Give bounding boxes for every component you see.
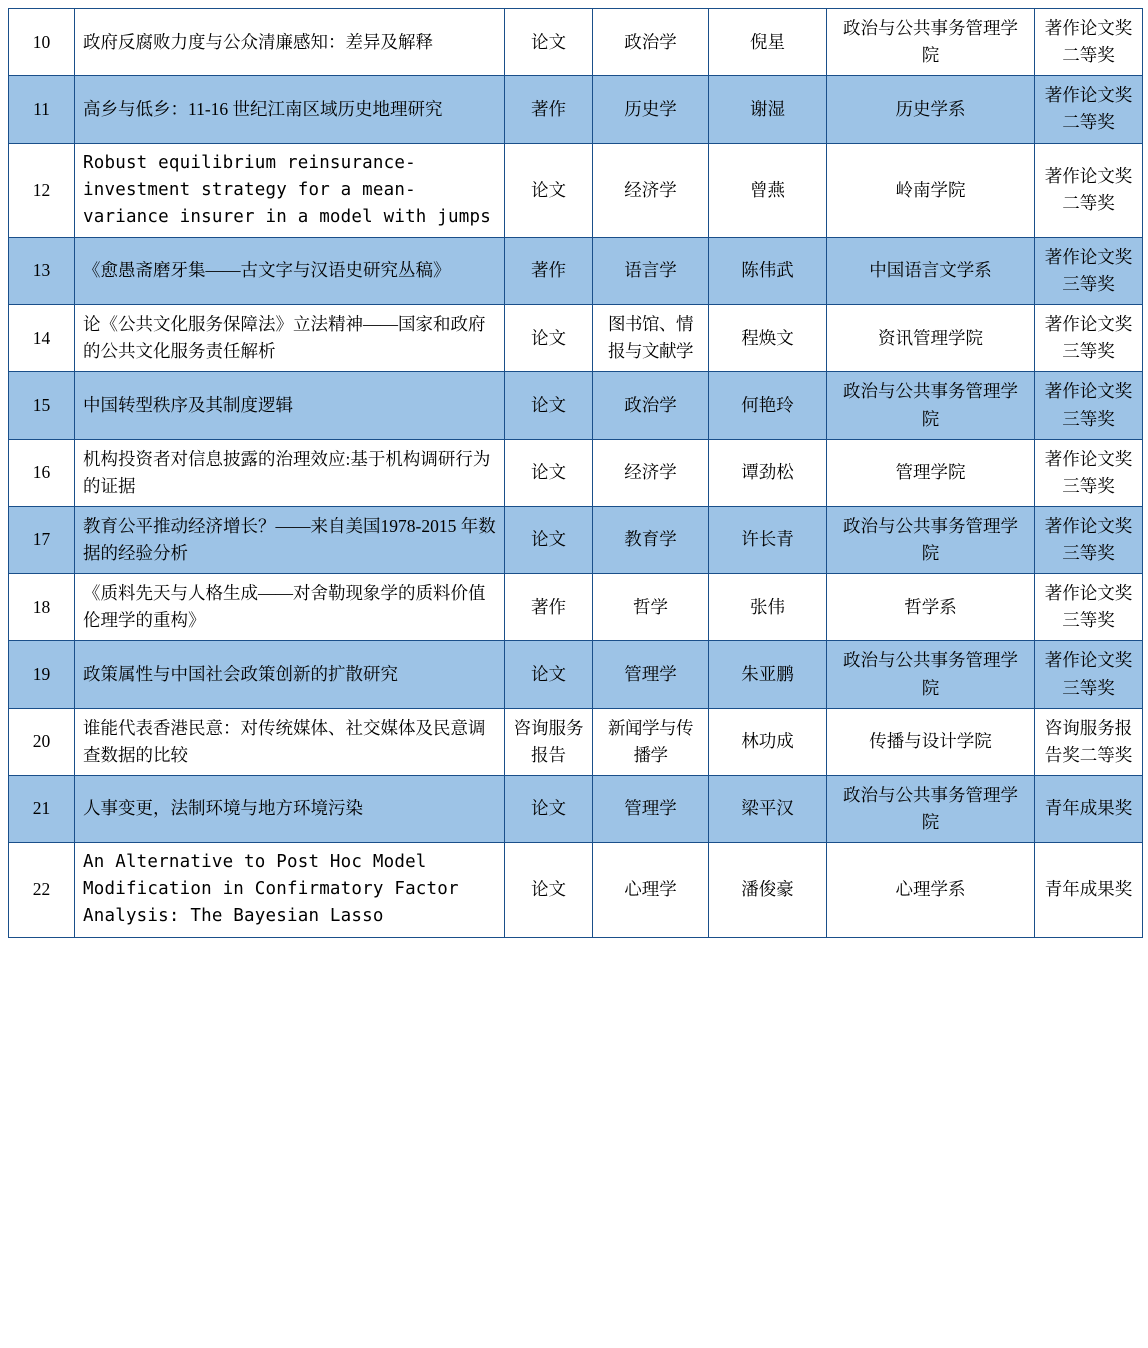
- cell-result-type: 论文: [505, 439, 593, 506]
- cell-result-type: 论文: [505, 775, 593, 842]
- cell-award: 咨询服务报告奖二等奖: [1035, 708, 1143, 775]
- cell-result-type: 咨询服务报告: [505, 708, 593, 775]
- cell-title: An Alternative to Post Hoc Model Modification in Confirmatory Factor Analysis: The Bayesian Lasso: [75, 843, 505, 937]
- cell-author: 何艳玲: [709, 372, 827, 439]
- cell-unit: 历史学系: [827, 76, 1035, 143]
- cell-result-type: 论文: [505, 143, 593, 237]
- cell-serial-number: 19: [9, 641, 75, 708]
- cell-title: 《愈愚斋磨牙集——古文字与汉语史研究丛稿》: [75, 237, 505, 304]
- cell-title: 高乡与低乡：11-16 世纪江南区域历史地理研究: [75, 76, 505, 143]
- cell-discipline: 政治学: [593, 9, 709, 76]
- cell-title: 谁能代表香港民意：对传统媒体、社交媒体及民意调查数据的比较: [75, 708, 505, 775]
- cell-unit: 哲学系: [827, 574, 1035, 641]
- cell-award: 著作论文奖三等奖: [1035, 439, 1143, 506]
- cell-discipline: 管理学: [593, 641, 709, 708]
- cell-title: Robust equilibrium reinsurance-investment strategy for a mean-variance insurer in a model with jumps: [75, 143, 505, 237]
- cell-award: 著作论文奖三等奖: [1035, 237, 1143, 304]
- cell-author: 谭劲松: [709, 439, 827, 506]
- cell-result-type: 著作: [505, 574, 593, 641]
- cell-discipline: 教育学: [593, 506, 709, 573]
- cell-serial-number: 18: [9, 574, 75, 641]
- cell-title: 中国转型秩序及其制度逻辑: [75, 372, 505, 439]
- cell-title: 《质料先天与人格生成——对舍勒现象学的质料价值伦理学的重构》: [75, 574, 505, 641]
- table-row: [9, 641, 1143, 708]
- cell-title: 机构投资者对信息披露的治理效应:基于机构调研行为的证据: [75, 439, 505, 506]
- cell-discipline: 政治学: [593, 372, 709, 439]
- cell-award: 著作论文奖二等奖: [1035, 76, 1143, 143]
- cell-unit: 心理学系: [827, 843, 1035, 937]
- cell-serial-number: 22: [9, 843, 75, 937]
- cell-author: 许长青: [709, 506, 827, 573]
- cell-award: 著作论文奖三等奖: [1035, 305, 1143, 372]
- cell-unit: 政治与公共事务管理学院: [827, 9, 1035, 76]
- cell-title: 政府反腐败力度与公众清廉感知：差异及解释: [75, 9, 505, 76]
- cell-award: 著作论文奖二等奖: [1035, 143, 1143, 237]
- cell-serial-number: 14: [9, 305, 75, 372]
- cell-award: 著作论文奖三等奖: [1035, 574, 1143, 641]
- table-row: [9, 237, 1143, 304]
- cell-award: 著作论文奖三等奖: [1035, 372, 1143, 439]
- table-row: [9, 708, 1143, 775]
- table-row: [9, 775, 1143, 842]
- cell-unit: 资讯管理学院: [827, 305, 1035, 372]
- cell-title: 论《公共文化服务保障法》立法精神——国家和政府的公共文化服务责任解析: [75, 305, 505, 372]
- cell-title: 教育公平推动经济增长？——来自美国1978-2015 年数据的经验分析: [75, 506, 505, 573]
- cell-discipline: 语言学: [593, 237, 709, 304]
- cell-unit: 政治与公共事务管理学院: [827, 641, 1035, 708]
- cell-unit: 岭南学院: [827, 143, 1035, 237]
- cell-award: 青年成果奖: [1035, 843, 1143, 937]
- cell-author: 曾燕: [709, 143, 827, 237]
- cell-author: 程焕文: [709, 305, 827, 372]
- table-row: [9, 506, 1143, 573]
- table-row: [9, 305, 1143, 372]
- cell-discipline: 经济学: [593, 143, 709, 237]
- cell-author: 朱亚鹏: [709, 641, 827, 708]
- cell-serial-number: 15: [9, 372, 75, 439]
- cell-unit: 政治与公共事务管理学院: [827, 506, 1035, 573]
- cell-result-type: 论文: [505, 506, 593, 573]
- cell-result-type: 著作: [505, 237, 593, 304]
- table-row: [9, 9, 1143, 76]
- table-row: [9, 843, 1143, 937]
- cell-unit: 中国语言文学系: [827, 237, 1035, 304]
- table-row: [9, 143, 1143, 237]
- cell-serial-number: 12: [9, 143, 75, 237]
- cell-author: 倪星: [709, 9, 827, 76]
- cell-discipline: 心理学: [593, 843, 709, 937]
- cell-title: 政策属性与中国社会政策创新的扩散研究: [75, 641, 505, 708]
- cell-author: 陈伟武: [709, 237, 827, 304]
- cell-serial-number: 10: [9, 9, 75, 76]
- cell-serial-number: 17: [9, 506, 75, 573]
- cell-title: 人事变更，法制环境与地方环境污染: [75, 775, 505, 842]
- cell-unit: 传播与设计学院: [827, 708, 1035, 775]
- cell-award: 青年成果奖: [1035, 775, 1143, 842]
- cell-result-type: 论文: [505, 9, 593, 76]
- cell-serial-number: 13: [9, 237, 75, 304]
- cell-result-type: 论文: [505, 641, 593, 708]
- cell-discipline: 管理学: [593, 775, 709, 842]
- cell-author: 梁平汉: [709, 775, 827, 842]
- cell-author: 张伟: [709, 574, 827, 641]
- cell-discipline: 图书馆、情报与文献学: [593, 305, 709, 372]
- cell-author: 潘俊豪: [709, 843, 827, 937]
- cell-result-type: 论文: [505, 372, 593, 439]
- cell-discipline: 新闻学与传播学: [593, 708, 709, 775]
- cell-result-type: 论文: [505, 843, 593, 937]
- cell-result-type: 论文: [505, 305, 593, 372]
- cell-result-type: 著作: [505, 76, 593, 143]
- cell-serial-number: 20: [9, 708, 75, 775]
- cell-award: 著作论文奖三等奖: [1035, 506, 1143, 573]
- cell-serial-number: 21: [9, 775, 75, 842]
- cell-author: 谢湿: [709, 76, 827, 143]
- cell-serial-number: 16: [9, 439, 75, 506]
- cell-unit: 政治与公共事务管理学院: [827, 775, 1035, 842]
- cell-award: 著作论文奖三等奖: [1035, 641, 1143, 708]
- cell-serial-number: 11: [9, 76, 75, 143]
- cell-discipline: 历史学: [593, 76, 709, 143]
- cell-author: 林功成: [709, 708, 827, 775]
- table-body: [9, 9, 1143, 938]
- table-row: [9, 76, 1143, 143]
- table-row: [9, 439, 1143, 506]
- cell-unit: 政治与公共事务管理学院: [827, 372, 1035, 439]
- cell-discipline: 经济学: [593, 439, 709, 506]
- cell-award: 著作论文奖二等奖: [1035, 9, 1143, 76]
- table-row: [9, 372, 1143, 439]
- table-row: [9, 574, 1143, 641]
- cell-unit: 管理学院: [827, 439, 1035, 506]
- award-list-table: [8, 8, 1143, 938]
- cell-discipline: 哲学: [593, 574, 709, 641]
